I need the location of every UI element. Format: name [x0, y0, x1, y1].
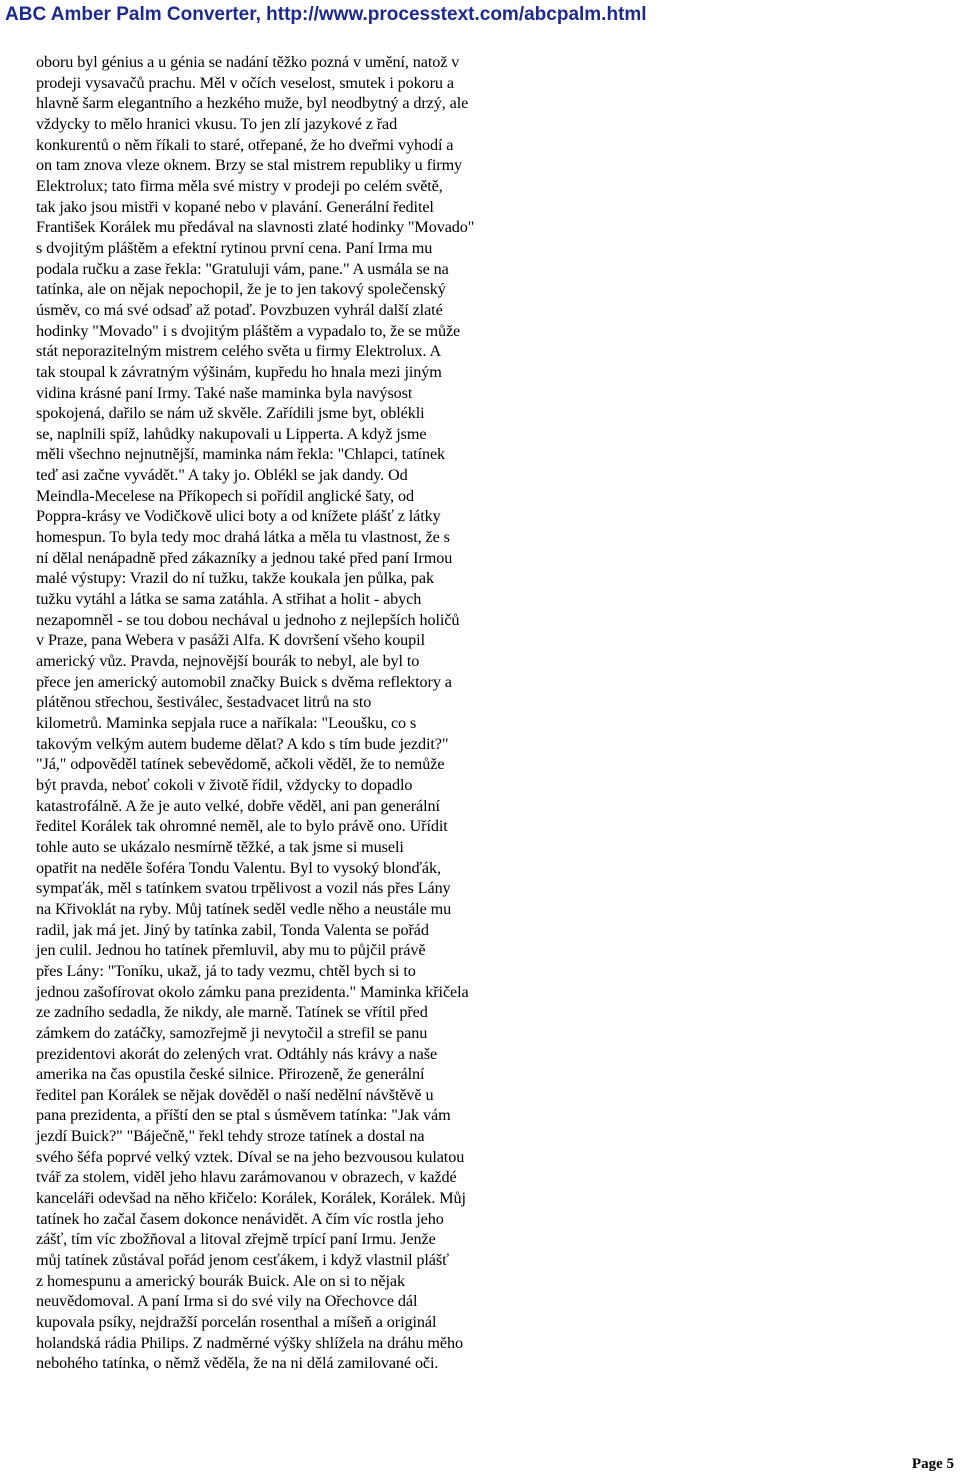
text-line: podala ručku a zase řekla: "Gratuluji vám, pane." A usmála se na	[36, 259, 449, 278]
text-line: takovým velkým autem budeme dělat? A kdo s tím bude jezdit?"	[36, 734, 449, 753]
text-line: Poppra-krásy ve Vodičkově ulici boty a od knížete plášť z látky	[36, 507, 441, 526]
text-line: on tam znova vleze oknem. Brzy se stal mistrem republiky u firmy	[36, 156, 463, 175]
text-line: hlavně šarm elegantního a hezkého muže, byl neodbytný a drzý, ale	[36, 94, 469, 113]
text-line: se, naplnili spíž, lahůdky nakupovali u Lipperta. A když jsme	[36, 424, 427, 443]
text-line: neuvědomoval. A paní Irma si do své vily na Ořechovce dál	[36, 1292, 418, 1311]
text-line: zámkem do zatáčky, samozřejmě ji nevytočil a strefil se panu	[36, 1023, 428, 1042]
text-line: František Korálek mu předával na slavnosti zlaté hodinky "Movado"	[36, 218, 475, 237]
text-line: Meindla-Mecelese na Příkopech si pořídil anglické šaty, od	[36, 486, 414, 505]
page-number: Page 5	[911, 1456, 954, 1472]
text-line: z homespunu a americký bourák Buick. Ale on si to nějak	[36, 1271, 405, 1290]
document-body	[36, 52, 556, 1374]
text-line: prodeji vysavačů prachu. Měl v očích veselost, smutek i pokoru a	[36, 73, 454, 92]
text-line: jezdí Buick?" "Báječně," řekl tehdy stroze tatínek a dostal na	[36, 1127, 425, 1146]
text-line: tužku vytáhl a látka se sama zatáhla. A střihat a holit - abych	[36, 590, 422, 609]
text-line: homespun. To byla tedy moc drahá látka a měla tu vlastnost, že s	[36, 528, 450, 547]
header-title: ABC Amber Palm Converter, http://www.processtext.com/abcpalm.html	[5, 4, 647, 25]
text-line: tatínek ho začal časem dokonce nenávidět. A čím víc rostla jeho	[36, 1209, 444, 1228]
text-line: oboru byl génius a u génia se nadání těžko pozná v umění, natož v	[36, 53, 460, 71]
text-line: ze zadního sedadla, že nikdy, ale marně. Tatínek se vřítil před	[36, 1003, 428, 1022]
text-line: stát neporazitelným mistrem celého světa u firmy Elektrolux. A	[36, 342, 442, 361]
text-line: americký vůz. Pravda, nejnovější bourák to nebyl, ale byl to	[36, 652, 420, 671]
text-line: radil, jak má jet. Jiný by tatínka zabil, Tonda Valenta se pořád	[36, 920, 429, 939]
text-line: ředitel Korálek tak ohromné neměl, ale to bylo právě ono. Uřídit	[36, 817, 448, 836]
text-line: tohle auto se ukázalo nesmírně těžké, a tak jsme si museli	[36, 837, 404, 856]
text-line: ní dělal nenápadně před zákazníky a jednou také před paní Irmou	[36, 548, 453, 567]
text-line: pana prezidenta, a příští den se ptal s úsměvem tatínka: "Jak vám	[36, 1106, 451, 1125]
text-line: můj tatínek zůstával pořád jenom cesťákem, i když vlastnil plášť	[36, 1251, 449, 1270]
text-line: kanceláři odevšad na něho křičelo: Korálek, Korálek, Korálek. Můj	[36, 1189, 466, 1208]
text-line: konkurentů o něm říkali to staré, otřepané, že ho dveřmi vyhodí a	[36, 135, 454, 154]
text-line: zášť, tím víc zbožňoval a litoval zřejmě trpící paní Irmu. Jenže	[36, 1230, 436, 1249]
text-line: s dvojitým pláštěm a efektní rytinou první cena. Paní Irma mu	[36, 238, 433, 257]
text-line: jen culil. Jednou ho tatínek přemluvil, aby mu to půjčil právě	[36, 941, 426, 960]
text-line: měli všechno nejnutnější, maminka nám řekla: "Chlapci, tatínek	[36, 445, 446, 464]
text-line: jednou zašofírovat okolo zámku pana prezidenta." Maminka křičela	[36, 982, 469, 1001]
text-line: nebohého tatínka, o němž věděla, že na ni dělá zamilované oči.	[36, 1354, 439, 1373]
text-line: vždycky to mělo hranici vkusu. To jen zlí jazykové z řad	[36, 114, 398, 133]
text-line: ředitel pan Korálek se nějak dověděl o naší nedělní návštěvě u	[36, 1085, 434, 1104]
text-line: tak jako jsou mistři v kopané nebo v plavání. Generální ředitel	[36, 197, 434, 216]
text-line: katastrofálně. A že je auto velké, dobře věděl, ani pan generální	[36, 796, 440, 815]
text-line: úsměv, co má své odsaď až potaď. Povzbuzen vyhrál další zlaté	[36, 300, 443, 319]
text-line: sympaťák, měl s tatínkem svatou trpělivost a vozil nás přes Lány	[36, 879, 451, 898]
text-line: prezidentovi akorát do zelených vrat. Odtáhly nás krávy a naše	[36, 1044, 438, 1063]
text-line: teď asi začne vyvádět." A taky jo. Oblékl se jak dandy. Od	[36, 466, 408, 485]
text-line: v Praze, pana Webera v pasáži Alfa. K dovršení všeho koupil	[36, 631, 425, 650]
text-line: přes Lány: "Toníku, ukaž, já to tady vezmu, chtěl bych si to	[36, 961, 416, 980]
text-line: na Křivoklát na ryby. Můj tatínek seděl vedle něho a neustále mu	[36, 899, 452, 918]
text-line: hodinky "Movado" i s dvojitým pláštěm a vypadalo to, že se může	[36, 321, 461, 340]
text-line: vidina krásné paní Irmy. Také naše maminka byla navýsost	[36, 383, 413, 402]
text-line: tak stoupal k závratným výšinám, kupředu ho hnala mezi jiným	[36, 362, 442, 381]
text-line: kilometrů. Maminka sepjala ruce a naříkala: "Leoušku, co s	[36, 714, 417, 732]
text-line: být pravda, neboť cokoli v životě řídil, vždycky to dopadlo	[36, 775, 413, 794]
text-line: amerika na čas opustila české silnice. Přirozeně, že generální	[36, 1065, 425, 1084]
text-line: spokojená, dařilo se nám už skvěle. Zařídili jsme byt, oblékli	[36, 404, 425, 423]
text-line: svého šéfa poprvé velký vztek. Díval se na jeho bezvousou kulatou	[36, 1147, 465, 1166]
text-line: holandská rádia Philips. Z nadměrné výšky shlížela na dráhu měho	[36, 1333, 463, 1352]
text-line: Elektrolux; tato firma měla své mistry v prodeji po celém světě,	[36, 176, 443, 195]
text-line: kupovala psíky, nejdražší porcelán rosenthal a míšeň a originál	[36, 1313, 437, 1332]
text-line: "Já," odpověděl tatínek sebevědomě, ačkoli věděl, že to nemůže	[36, 755, 445, 774]
text-line: tatínka, ale on nějak nepochopil, že je to jen takový společenský	[36, 280, 446, 299]
text-line: přece jen americký automobil značky Buick s dvěma reflektory a	[36, 672, 452, 691]
text-line: opatřit na neděle šoféra Tondu Valentu. Byl to vysoký blonďák,	[36, 858, 441, 877]
text-line: plátěnou střechou, šestiválec, šestadvacet litrů na sto	[36, 693, 372, 712]
text-line: tvář za stolem, viděl jeho hlavu zarámovanou v obrazech, v každé	[36, 1168, 457, 1187]
text-line: malé výstupy: Vrazil do ní tužku, takže koukala jen půlka, pak	[36, 569, 435, 588]
page-header	[0, 0, 960, 32]
text-line: nezapomněl - se tou dobou nechával u jednoho z nejlepších holičů	[36, 610, 460, 629]
